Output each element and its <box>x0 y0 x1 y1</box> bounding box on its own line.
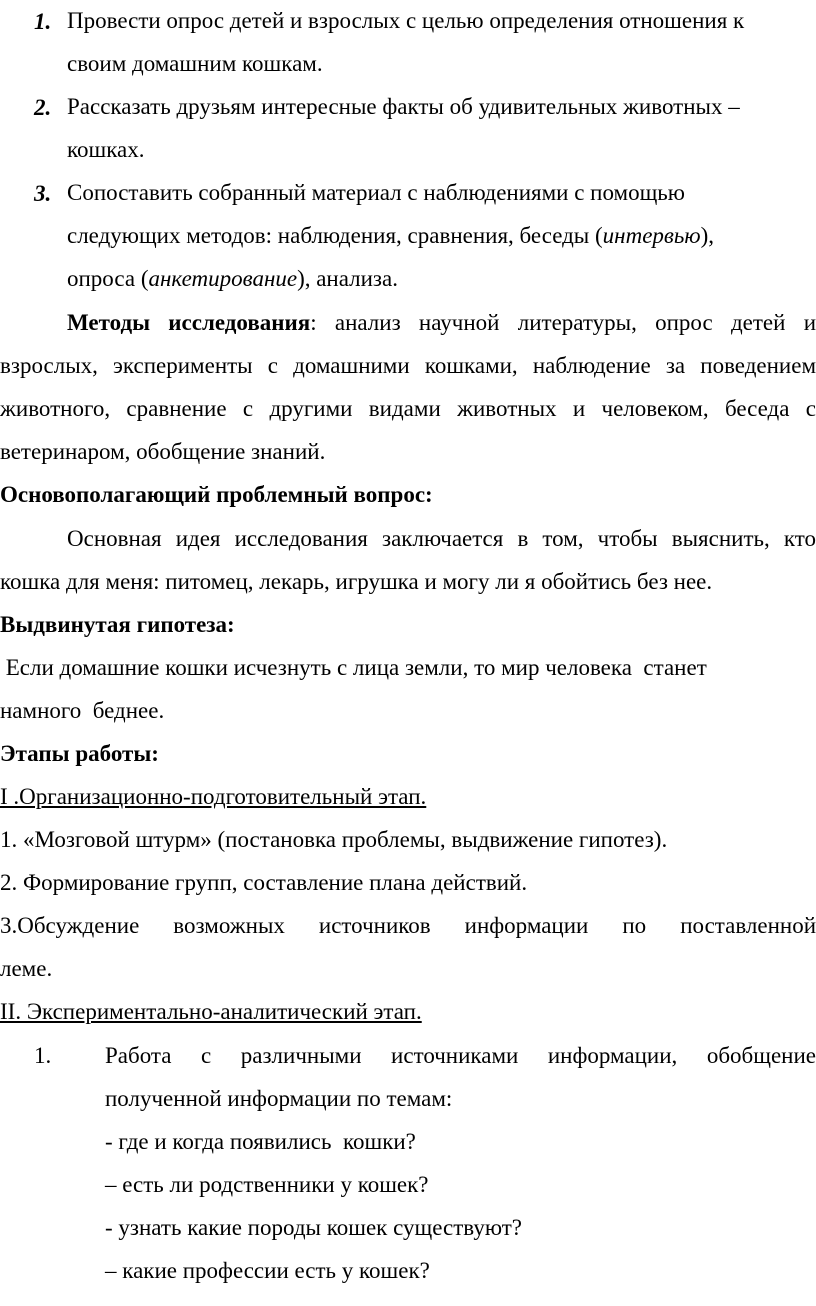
goal-text-part: ), анализа. <box>297 266 398 291</box>
goal-number: 2. <box>34 95 52 120</box>
goal-text-part: опроса ( <box>67 266 149 291</box>
goal-text: Сопоставить собранный материал с наблюдениями с помощью <box>67 180 685 205</box>
stage-2-item-number: 1. <box>34 1043 52 1068</box>
stage-2-question: – какие профессии есть у кошек? <box>105 1258 430 1283</box>
goal-text: Провести опрос детей и взрослых с целью определения отношения к <box>67 8 745 33</box>
methods-text: : анализ научной литературы, опрос детей и <box>310 310 816 335</box>
goal-text <box>67 267 398 290</box>
stage-1-item: леме. <box>0 956 53 981</box>
hypothesis-line: намного беднее. <box>0 698 165 723</box>
stage-2-question: - где и когда появились кошки? <box>105 1129 416 1154</box>
stage-2-item: Работа с различными источниками информации, обобщение <box>105 1043 816 1068</box>
methods-line: животного, сравнение с другими видами животных и человеком, беседа с <box>0 396 816 421</box>
goal-text-italic: интервью <box>602 223 701 248</box>
goal-text: своим домашним кошкам. <box>67 51 323 76</box>
methods-line: ветеринаром, обобщение знаний. <box>0 439 326 464</box>
hypothesis-heading: Выдвинутая гипотеза: <box>0 612 235 637</box>
stage-2-title: II. Экспериментально-аналитический этап. <box>0 999 422 1024</box>
goal-number: 1. <box>34 9 52 34</box>
stage-2-question: - узнать какие породы кошек существуют? <box>105 1215 522 1240</box>
stage-1-item: 2. Формирование групп, составление плана действий. <box>0 870 528 895</box>
goal-text-part: ), <box>700 223 714 248</box>
methods-heading: Методы исследования <box>67 310 311 335</box>
stage-1-item: 3.Обсуждение возможных источников информации по поставленной <box>0 913 816 938</box>
problem-line: Основная идея исследования заключается в том, чтобы выяснить, кто <box>67 526 816 551</box>
methods-line: взрослых, эксперименты с домашними кошками, наблюдение за поведением <box>0 353 816 378</box>
goal-text <box>67 224 714 247</box>
goal-text-part: следующих методов: наблюдения, сравнения, беседы ( <box>67 223 603 248</box>
goal-text: Рассказать друзьям интересные факты об удивительных животных – <box>67 94 740 119</box>
hypothesis-line: Если домашние кошки исчезнуть с лица земли, то мир человека станет <box>0 655 707 680</box>
problem-line: кошка для меня: питомец, лекарь, игрушка и могу ли я обойтись без нее. <box>0 569 713 594</box>
methods-line <box>67 311 816 334</box>
stage-1-title: I .Организационно-подготовительный этап. <box>0 784 427 809</box>
stages-heading: Этапы работы: <box>0 741 159 766</box>
goal-text: кошках. <box>67 137 145 162</box>
problem-heading: Основополагающий проблемный вопрос: <box>0 482 433 507</box>
stage-2-item: полученной информации по темам: <box>105 1086 453 1111</box>
goal-number: 3. <box>34 181 52 206</box>
goal-text-italic: анкетирование <box>148 266 298 291</box>
stage-2-question: – есть ли родственники у кошек? <box>105 1172 429 1197</box>
stage-1-item: 1. «Мозговой штурм» (постановка проблемы, выдвижение гипотез). <box>0 827 668 852</box>
